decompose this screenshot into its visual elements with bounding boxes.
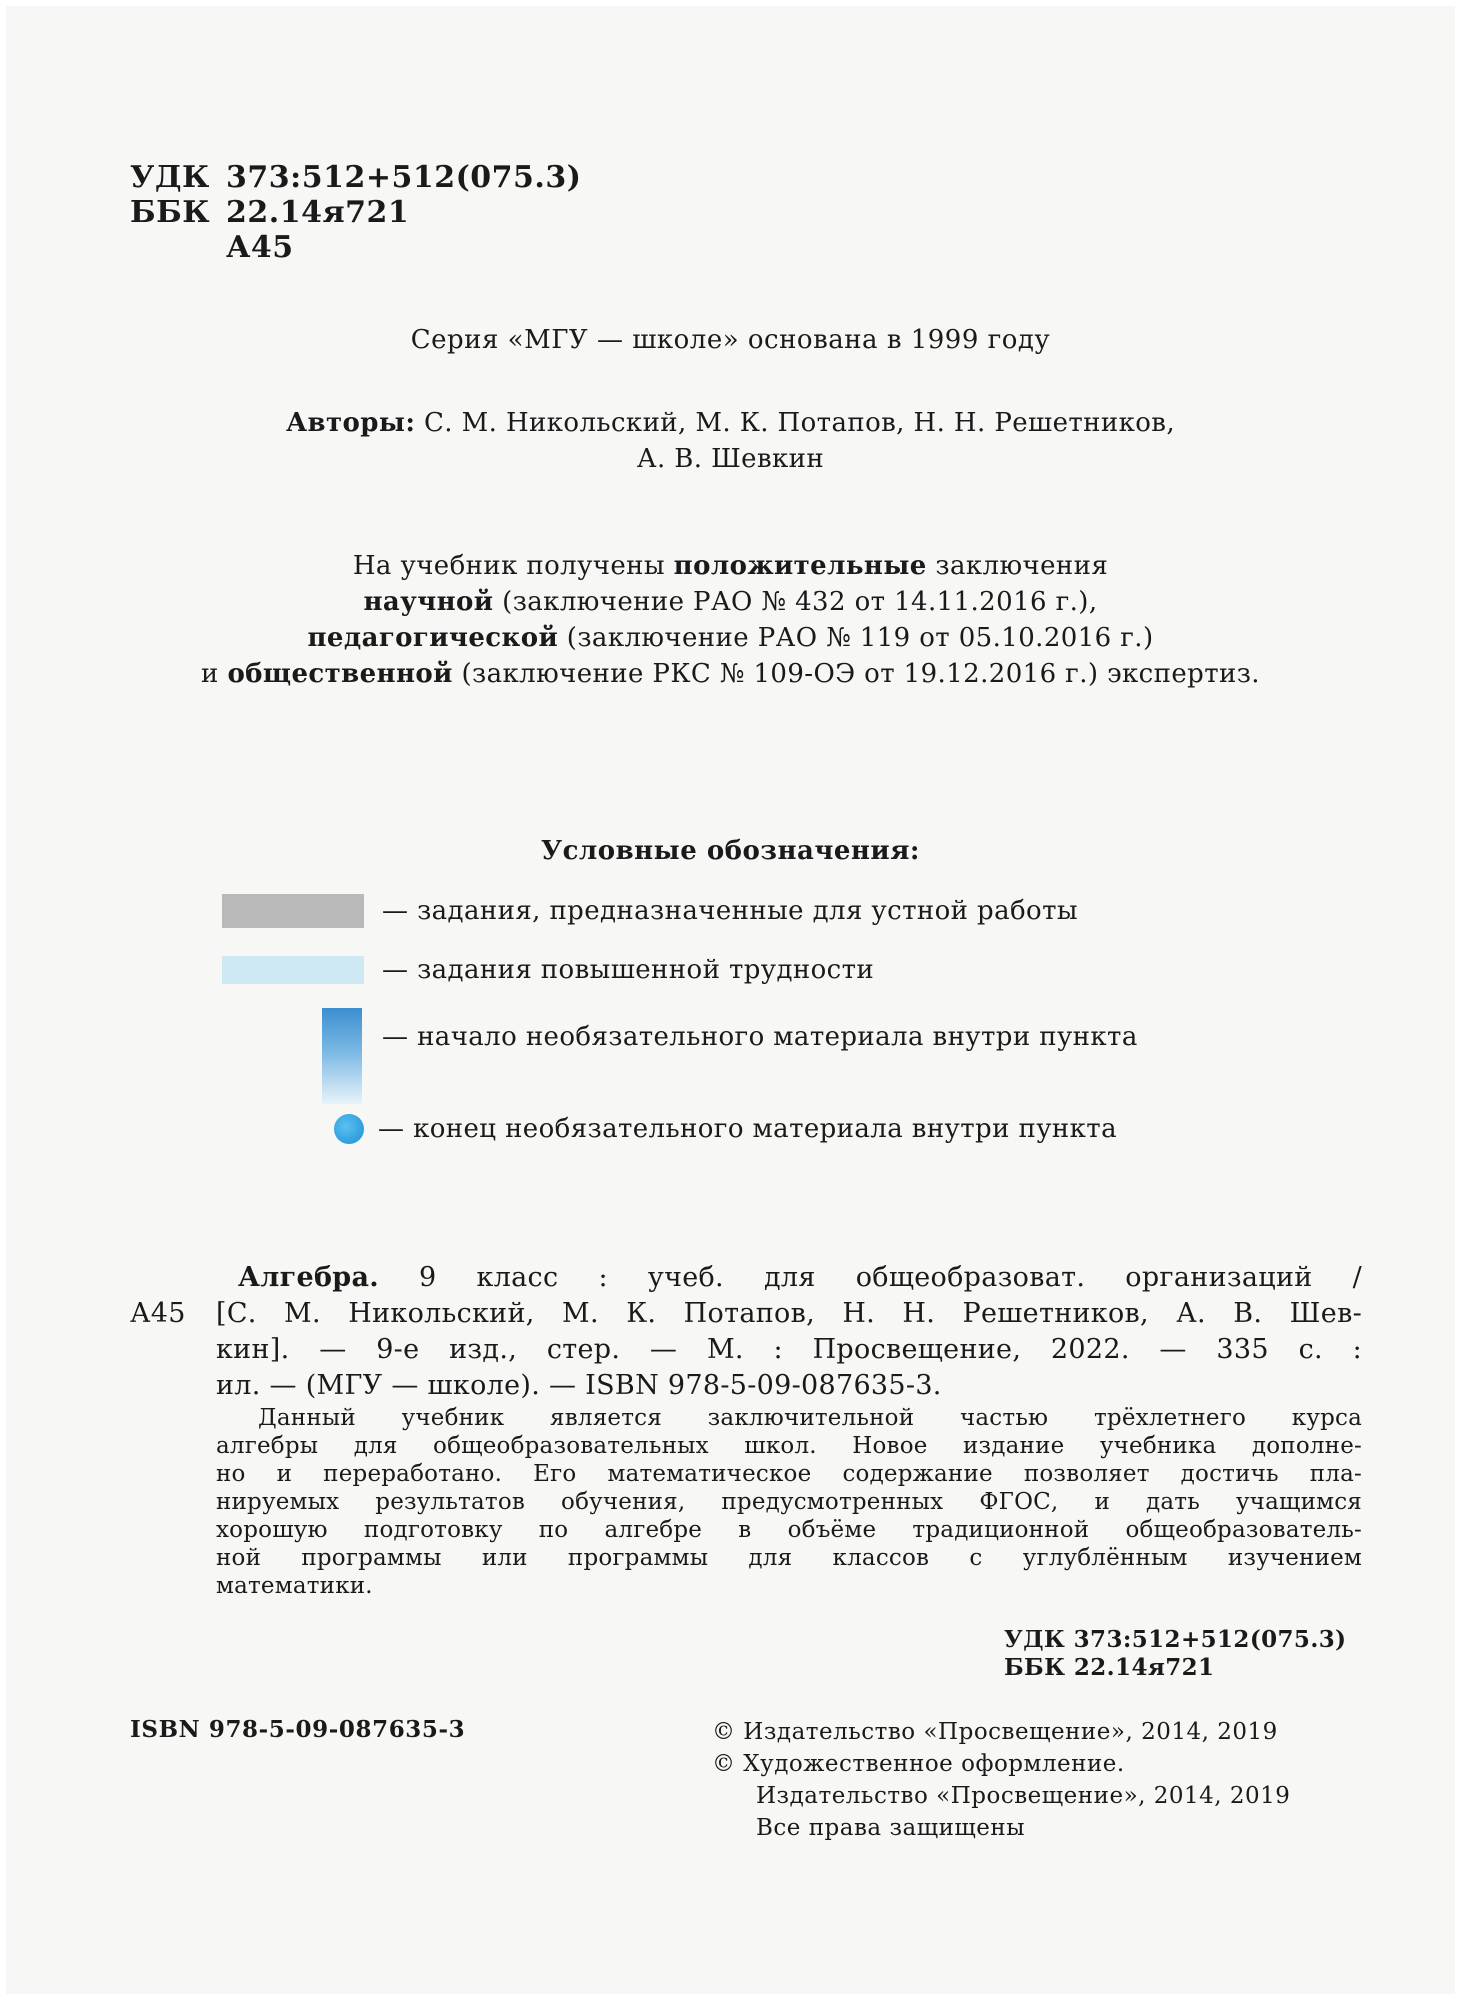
biblio-line bbox=[130, 1260, 1362, 1296]
legend-item-optional-start bbox=[222, 1008, 1138, 1104]
udc-bottom: УДК 373:512+512(075.3) bbox=[1004, 1626, 1347, 1653]
biblio-text: кин]. — 9-е изд., стер. — М. : Просвещение, 2022. — 335 с. : bbox=[216, 1334, 1362, 1365]
bibliographic-record bbox=[130, 1260, 1362, 1404]
udc-label: УДК bbox=[130, 160, 210, 195]
legend-item-difficult bbox=[222, 955, 874, 985]
author-mark: А45 bbox=[226, 230, 294, 265]
annotation-line: ной программы или программы для классов с углублённым изучением bbox=[216, 1545, 1362, 1571]
annotation-line: Данный учебник является заключительной частью трёхлетнего курса bbox=[258, 1405, 1362, 1431]
annotation-paragraph bbox=[216, 1404, 1362, 1600]
legend-item-label: — начало необязательного материала внутри пункта bbox=[382, 1022, 1138, 1052]
review-emphasis: научной bbox=[363, 587, 494, 617]
authors-line-1 bbox=[0, 405, 1461, 441]
legend-title: Условные обозначения: bbox=[540, 836, 921, 866]
review-emphasis: общественной bbox=[227, 659, 453, 689]
review-text: заключения bbox=[926, 551, 1109, 581]
review-block bbox=[0, 548, 1461, 692]
biblio-text: [С. М. Никольский, М. К. Потапов, Н. Н. Решетников, А. В. Шев- bbox=[216, 1298, 1362, 1329]
annotation-line: математики. bbox=[216, 1573, 373, 1599]
review-text: (заключение РКС № 109-ОЭ от 19.12.2016 г.) экспертиз. bbox=[452, 659, 1260, 689]
bbk-bottom: ББК 22.14я721 bbox=[1004, 1654, 1215, 1681]
annotation-line: хорошую подготовку по алгебре в объёме традиционной общеобразователь- bbox=[216, 1517, 1362, 1543]
review-line-4 bbox=[0, 656, 1461, 692]
authors-block bbox=[0, 405, 1461, 477]
book-title: Алгебра. bbox=[238, 1262, 379, 1293]
classification-bottom bbox=[1004, 1626, 1346, 1682]
review-text: (заключение РАО № 432 от 14.11.2016 г.), bbox=[493, 587, 1098, 617]
biblio-line bbox=[130, 1296, 1362, 1332]
biblio-line bbox=[130, 1332, 1362, 1368]
oral-task-marker-icon bbox=[222, 894, 364, 928]
review-text: (заключение РАО № 119 от 05.10.2016 г.) bbox=[558, 623, 1154, 653]
biblio-text: 9 класс : учеб. для общеобразоват. организаций / bbox=[378, 1262, 1362, 1293]
review-text: и bbox=[201, 659, 228, 689]
biblio-text: ил. — (МГУ — школе). — ISBN 978-5-09-087635-3. bbox=[216, 1370, 942, 1401]
legend-item-label: — задания повышенной трудности bbox=[382, 955, 875, 985]
legend-item-label: — конец необязательного материала внутри пункта bbox=[378, 1114, 1117, 1144]
legend-item-label: — задания, предназначенные для устной работы bbox=[382, 896, 1078, 926]
review-line-1 bbox=[0, 548, 1461, 584]
optional-start-marker-icon bbox=[322, 1008, 362, 1104]
optional-end-dot-icon bbox=[334, 1114, 364, 1144]
review-text: На учебник получены bbox=[352, 551, 674, 581]
classification-block bbox=[130, 160, 581, 265]
annotation-line: но и переработано. Его математическое содержание позволяет достичь пла- bbox=[216, 1461, 1362, 1487]
bbk-label: ББК bbox=[130, 195, 211, 230]
biblio-line bbox=[130, 1368, 1362, 1404]
biblio-code: А45 bbox=[130, 1298, 186, 1329]
bbk-row bbox=[130, 195, 581, 230]
copyright-line: Издательство «Просвещение», 2014, 2019 bbox=[756, 1783, 1291, 1809]
copyright-line: © Художественное оформление. bbox=[712, 1751, 1125, 1777]
authors-label: Авторы: bbox=[285, 408, 416, 438]
review-emphasis: педагогической bbox=[307, 623, 559, 653]
series-note: Серия «МГУ — школе» основана в 1999 году bbox=[410, 325, 1051, 355]
difficult-task-marker-icon bbox=[222, 956, 364, 984]
annotation-line: нируемых результатов обучения, предусмотренных ФГОС, и дать учащимся bbox=[216, 1489, 1362, 1515]
annotation-line: алгебры для общеобразовательных школ. Новое издание учебника дополне- bbox=[216, 1433, 1362, 1459]
legend-item-optional-end bbox=[222, 1114, 1117, 1144]
authors-names-1: С. М. Никольский, М. К. Потапов, Н. Н. Решетников, bbox=[424, 408, 1176, 438]
copyright-line: © Издательство «Просвещение», 2014, 2019 bbox=[712, 1719, 1278, 1745]
author-mark-row bbox=[130, 230, 581, 265]
udc-row bbox=[130, 160, 581, 195]
udc-value: 373:512+512(075.3) bbox=[226, 160, 582, 195]
isbn: ISBN 978-5-09-087635-3 bbox=[130, 1716, 466, 1743]
bbk-value: 22.14я721 bbox=[226, 195, 410, 230]
authors-names-2: А. В. Шевкин bbox=[636, 444, 825, 474]
review-line-3 bbox=[0, 620, 1461, 656]
copyright-block bbox=[712, 1716, 1290, 1844]
copyright-line: Все права защищены bbox=[756, 1815, 1026, 1841]
review-emphasis: положительные bbox=[673, 551, 927, 581]
legend-item-oral bbox=[222, 894, 1078, 928]
review-line-2 bbox=[0, 584, 1461, 620]
